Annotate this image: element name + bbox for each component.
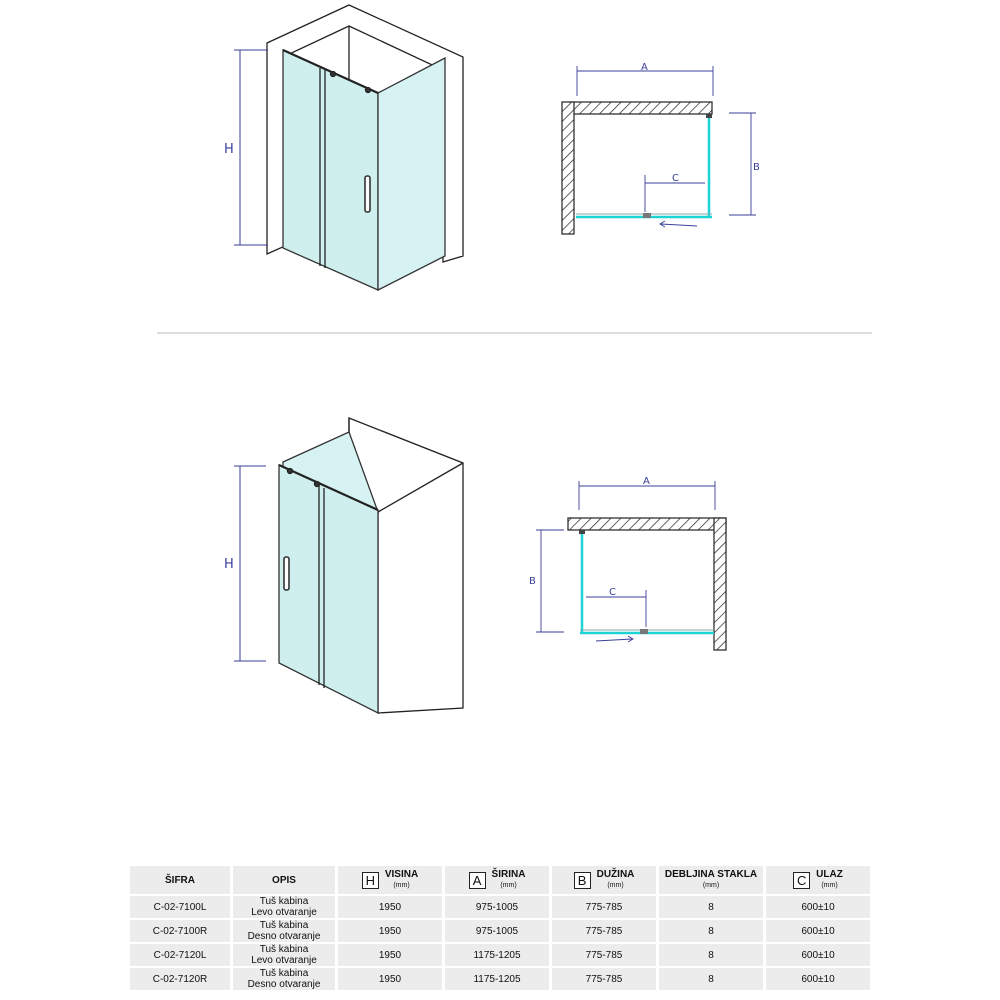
table-header-row <box>130 866 870 894</box>
cell-ulaz: 600±10 <box>766 944 870 966</box>
cell-duzina: 775-785 <box>552 920 656 942</box>
cell-opis <box>233 968 335 990</box>
table-row <box>130 920 870 942</box>
cell-debljina: 8 <box>659 920 763 942</box>
opis-line-2: Levo otvaranje <box>251 907 317 918</box>
opis-line-1: Tuš kabina <box>259 944 309 955</box>
opis-line-1: Tuš kabina <box>259 920 309 931</box>
sirina-header: ŠIRINA <box>491 869 526 880</box>
cell-visina: 1950 <box>338 968 442 990</box>
height-dimension-1 <box>234 50 268 245</box>
cell-duzina: 775-785 <box>552 944 656 966</box>
entry-label-2: C <box>609 587 616 598</box>
debljina-unit: (mm) <box>702 882 720 889</box>
cell-ulaz: 600±10 <box>766 920 870 942</box>
cabin-plan-view-1 <box>562 66 756 234</box>
cell-visina: 1950 <box>338 896 442 918</box>
width-label-2: A <box>643 476 650 487</box>
duzina-header: DUŽINA <box>596 869 635 880</box>
cell-debljina: 8 <box>659 896 763 918</box>
cell-sifra: C-02-7100R <box>130 920 230 942</box>
table-row <box>130 944 870 966</box>
width-label-1: A <box>641 62 648 73</box>
a-letter-badge: A <box>469 872 486 889</box>
opis-line-2: Desno otvaranje <box>247 979 321 990</box>
sirina-unit: (mm) <box>500 882 517 889</box>
spec-table <box>127 864 873 992</box>
opis-line-2: Levo otvaranje <box>251 955 317 966</box>
height-dimension-2 <box>234 466 266 661</box>
h-letter-badge: H <box>362 872 379 889</box>
c-letter-badge: C <box>793 872 810 889</box>
opis-line-2: Desno otvaranje <box>247 931 321 942</box>
b-letter-badge: B <box>574 872 591 889</box>
cell-visina: 1950 <box>338 944 442 966</box>
cell-ulaz: 600±10 <box>766 968 870 990</box>
cell-opis <box>233 944 335 966</box>
height-label-1: H <box>224 142 234 157</box>
ulaz-unit: (mm) <box>821 882 838 889</box>
visina-unit: (mm) <box>393 882 410 889</box>
col-ulaz <box>766 866 870 894</box>
visina-header: VISINA <box>384 869 419 880</box>
cell-sifra: C-02-7120R <box>130 968 230 990</box>
debljina-header: DEBLJINA STAKLA <box>664 869 758 880</box>
cabin-plan-view-2 <box>536 481 726 650</box>
cell-opis <box>233 896 335 918</box>
length-label-2: B <box>529 576 536 587</box>
length-label-1: B <box>753 162 760 173</box>
cell-opis <box>233 920 335 942</box>
col-visina <box>338 866 442 894</box>
table-row <box>130 896 870 918</box>
opis-line-1: Tuš kabina <box>259 968 309 979</box>
cell-sirina: 975-1005 <box>445 920 549 942</box>
cell-visina: 1950 <box>338 920 442 942</box>
cell-duzina: 775-785 <box>552 896 656 918</box>
col-opis: OPIS <box>233 866 335 894</box>
cabin-3d-view-2 <box>279 418 463 713</box>
cell-sifra: C-02-7120L <box>130 944 230 966</box>
table-row <box>130 968 870 990</box>
cell-debljina: 8 <box>659 944 763 966</box>
ulaz-header: ULAZ <box>816 869 843 880</box>
col-debljina <box>659 866 763 894</box>
cell-sifra: C-02-7100L <box>130 896 230 918</box>
cell-duzina: 775-785 <box>552 968 656 990</box>
cell-sirina: 1175-1205 <box>445 968 549 990</box>
opis-line-1: Tuš kabina <box>259 896 309 907</box>
cabin-3d-view-1 <box>267 5 463 290</box>
entry-label-1: C <box>672 173 679 184</box>
col-sirina <box>445 866 549 894</box>
duzina-unit: (mm) <box>607 882 624 889</box>
cell-sirina: 975-1005 <box>445 896 549 918</box>
cell-sirina: 1175-1205 <box>445 944 549 966</box>
cell-ulaz: 600±10 <box>766 896 870 918</box>
col-duzina <box>552 866 656 894</box>
col-sifra: ŠIFRA <box>130 866 230 894</box>
height-label-2: H <box>224 557 234 572</box>
cell-debljina: 8 <box>659 968 763 990</box>
